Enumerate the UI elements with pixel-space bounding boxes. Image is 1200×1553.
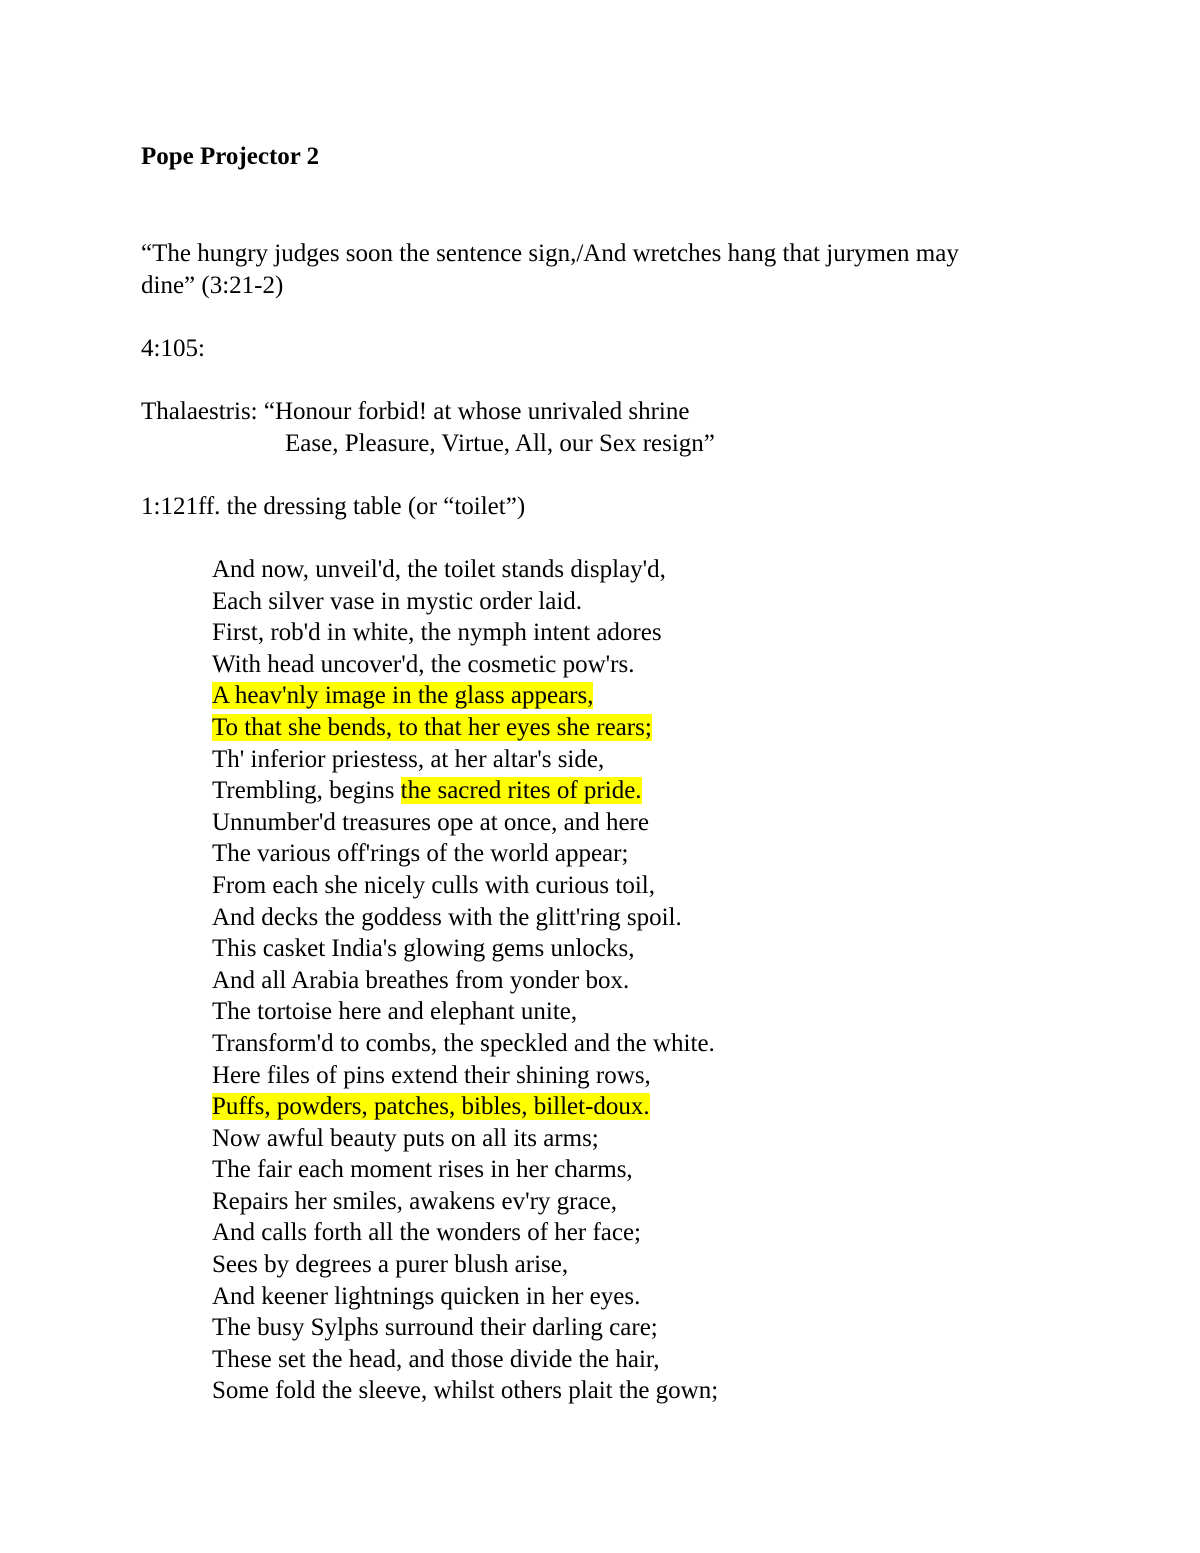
- highlighted-text: the sacred rites of pride.: [400, 777, 642, 805]
- poem-line: [212, 1154, 718, 1186]
- dressing-table-heading: 1:121ff. the dressing table (or “toilet”): [141, 493, 526, 520]
- poem-line-text: And all Arabia breathes from yonder box.: [212, 966, 630, 994]
- quote-line: “The hungry judges soon the sentence sign,/And wretches hang that jurymen may: [141, 240, 959, 267]
- poem-line-text: Unnumber'd treasures ope at once, and here: [212, 808, 649, 836]
- poem-line: [212, 1217, 718, 1249]
- poem-line-text: Trembling, begins: [212, 777, 401, 805]
- poem-line-text: And now, unveil'd, the toilet stands display'd,: [212, 556, 666, 583]
- poem-line-text: Repairs her smiles, awakens ev'ry grace,: [212, 1187, 618, 1215]
- poem-line-text: Now awful beauty puts on all its arms;: [212, 1124, 599, 1152]
- poem-excerpt: [212, 554, 718, 1407]
- poem-line: [212, 554, 718, 586]
- poem-line: [212, 1249, 718, 1281]
- poem-line: [212, 712, 718, 744]
- poem-line: [212, 870, 718, 902]
- poem-line: [212, 775, 718, 807]
- poem-line-text: Some fold the sleeve, whilst others plait the gown;: [212, 1377, 719, 1405]
- poem-line-text: The busy Sylphs surround their darling care;: [212, 1314, 658, 1342]
- poem-line: [212, 1281, 718, 1313]
- poem-line: [212, 996, 718, 1028]
- highlighted-text: Puffs, powders, patches, bibles, billet-doux.: [212, 1093, 650, 1121]
- poem-line-text: Th' inferior priestess, at her altar's side,: [212, 745, 605, 773]
- poem-line-text: This casket India's glowing gems unlocks,: [212, 935, 635, 963]
- thalaestris-paragraph: [141, 396, 715, 459]
- poem-line-text: Here files of pins extend their shining rows,: [212, 1061, 651, 1089]
- poem-line: [212, 933, 718, 965]
- poem-line-text: With head uncover'd, the cosmetic pow'rs.: [212, 650, 635, 678]
- quote-paragraph: [141, 238, 959, 301]
- poem-line: [212, 744, 718, 776]
- poem-line: [212, 1312, 718, 1344]
- poem-line: [212, 1344, 718, 1376]
- poem-line-text: The tortoise here and elephant unite,: [212, 998, 578, 1026]
- poem-line-text: And keener lightnings quicken in her eyes.: [212, 1282, 641, 1310]
- reference-label: 4:105:: [141, 335, 205, 362]
- poem-line-text: First, rob'd in white, the nymph intent adores: [212, 619, 662, 647]
- thalaestris-line: Thalaestris: “Honour forbid! at whose unrivaled shrine: [141, 398, 690, 425]
- poem-line: [212, 1028, 718, 1060]
- thalaestris-line: Ease, Pleasure, Virtue, All, our Sex resign”: [285, 429, 715, 457]
- poem-line-text: These set the head, and those divide the hair,: [212, 1345, 660, 1373]
- poem-line-text: Sees by degrees a purer blush arise,: [212, 1251, 569, 1279]
- poem-line: [212, 807, 718, 839]
- highlighted-text: A heav'nly image in the glass appears,: [212, 682, 594, 710]
- poem-line: [212, 1123, 718, 1155]
- poem-line-text: The various off'rings of the world appear;: [212, 840, 629, 868]
- poem-line: [212, 1060, 718, 1092]
- poem-line: [212, 1186, 718, 1218]
- poem-line-text: Each silver vase in mystic order laid.: [212, 587, 583, 615]
- poem-line-text: The fair each moment rises in her charms,: [212, 1156, 633, 1184]
- poem-line-text: And decks the goddess with the glitt'ring spoil.: [212, 903, 682, 931]
- poem-line: [212, 586, 718, 618]
- highlighted-text: To that she bends, to that her eyes she rears;: [212, 713, 652, 741]
- poem-line: [212, 838, 718, 870]
- quote-line: dine” (3:21-2): [141, 271, 284, 299]
- poem-line: [212, 965, 718, 997]
- poem-line-text: From each she nicely culls with curious toil,: [212, 871, 655, 899]
- poem-line: [212, 617, 718, 649]
- poem-line-text: And calls forth all the wonders of her face;: [212, 1219, 642, 1247]
- poem-line: [212, 1091, 718, 1123]
- poem-line: [212, 649, 718, 681]
- poem-line-text: Transform'd to combs, the speckled and the white.: [212, 1029, 715, 1057]
- poem-line: [212, 1375, 718, 1407]
- poem-line: [212, 680, 718, 712]
- poem-line: [212, 902, 718, 934]
- page-title: Pope Projector 2: [141, 143, 320, 170]
